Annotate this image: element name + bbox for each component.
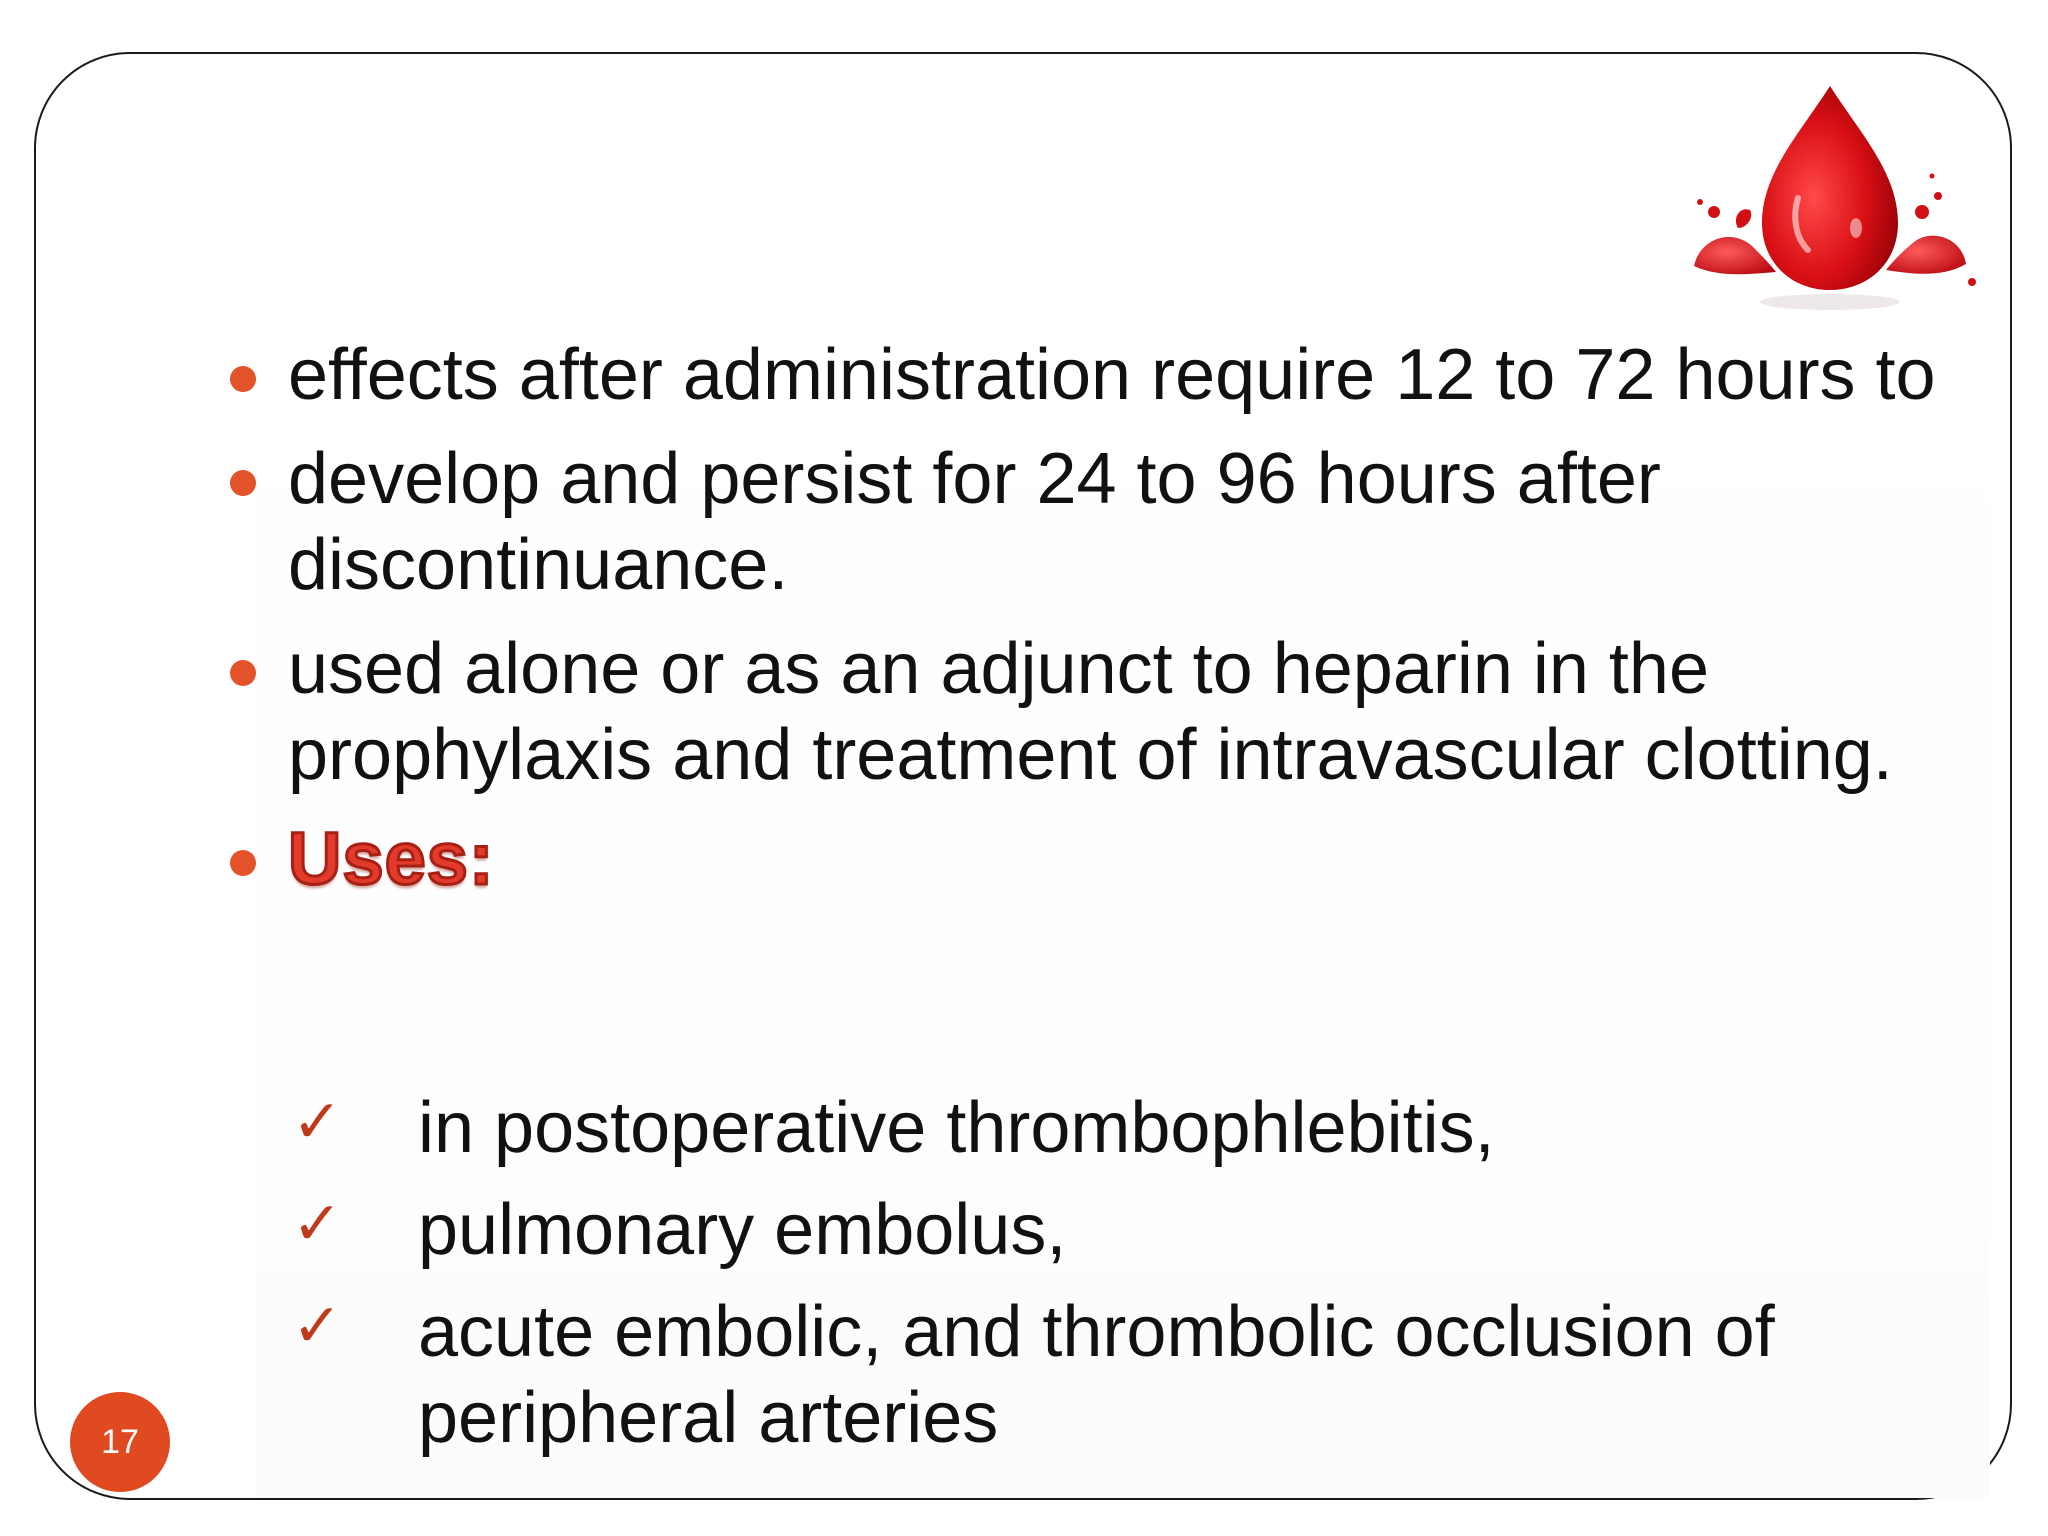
uses-heading-item (226, 816, 1986, 903)
bullet-dot-icon (230, 850, 256, 876)
uses-list-item (290, 1187, 1990, 1273)
bullet-text: effects after administration require 12 to 72 hours to (288, 335, 1936, 415)
bullet-dot-icon (230, 366, 256, 392)
uses-item-text: in postoperative thrombophlebitis, (418, 1088, 1495, 1168)
bullet-list (226, 332, 1986, 917)
page-number-badge: 17 (70, 1392, 170, 1492)
bullet-dot-icon (230, 470, 256, 496)
checkmark-icon: ✓ (292, 1291, 343, 1361)
checkmark-icon: ✓ (292, 1189, 343, 1259)
bullet-text: develop and persist for 24 to 96 hours after discontinuance. (288, 439, 1661, 605)
checkmark-icon: ✓ (292, 1087, 343, 1157)
bullet-item (226, 626, 1986, 798)
uses-list-item (290, 1085, 1990, 1171)
uses-item-text: pulmonary embolus, (418, 1190, 1067, 1270)
bullet-item (226, 332, 1986, 418)
bullet-text: used alone or as an adjunct to heparin in the prophylaxis and treatment of intravascular clotting. (288, 629, 1893, 795)
uses-list (290, 1085, 1990, 1477)
uses-list-item (290, 1289, 1990, 1461)
bullet-item (226, 436, 1986, 608)
blood-drop-icon (1680, 78, 1980, 318)
bullet-dot-icon (230, 660, 256, 686)
uses-item-text: acute embolic, and thrombolic occlusion of peripheral arteries (418, 1292, 1775, 1458)
uses-heading: Uses: (288, 817, 495, 900)
